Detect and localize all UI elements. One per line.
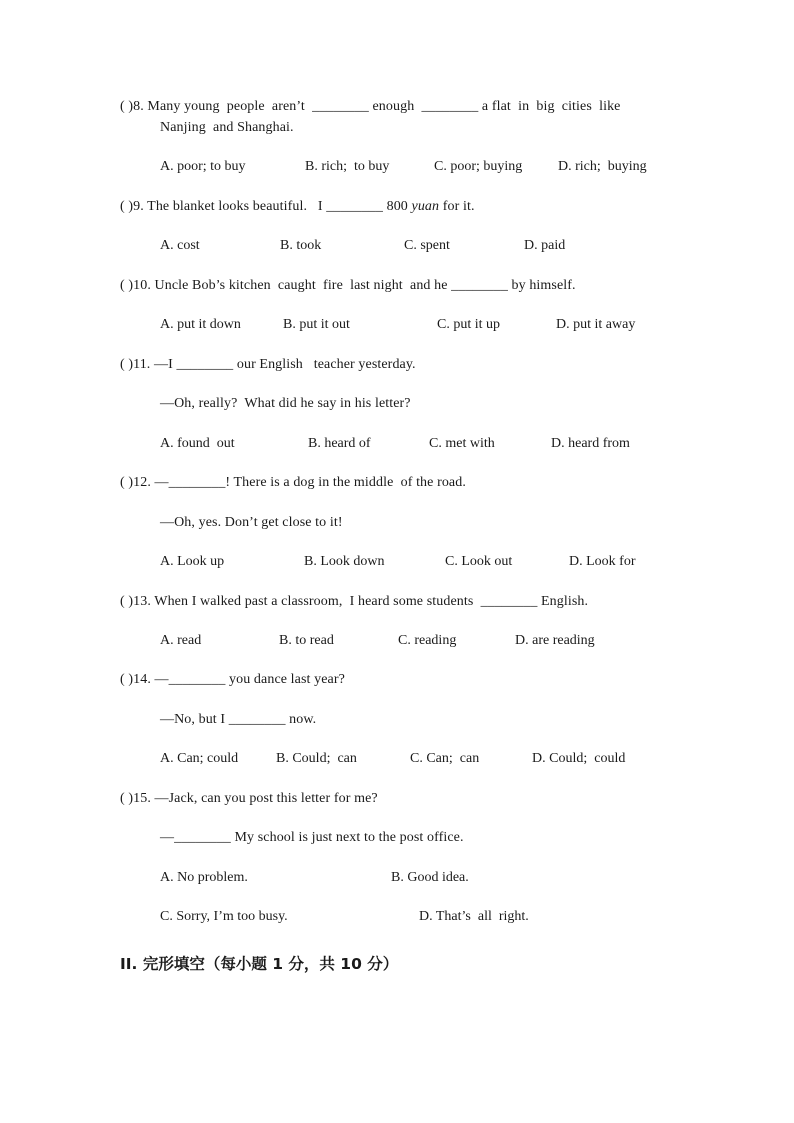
q8-option-a: A. poor; to buy bbox=[160, 159, 246, 174]
q14-option-c: C. Can; can bbox=[410, 751, 480, 766]
question-15-reply: —________ My school is just next to the post office. bbox=[160, 830, 464, 845]
q9-stem-before: ( )9. The blanket looks beautiful. I ________ 800 bbox=[120, 199, 412, 214]
question-11-stem: ( )11. —I ________ our English teacher yesterday. bbox=[120, 357, 416, 372]
q10-option-c: C. put it up bbox=[437, 317, 501, 332]
q13-option-b: B. to read bbox=[279, 633, 334, 648]
q15-option-b: B. Good idea. bbox=[391, 870, 469, 885]
question-12-stem: ( )12. —________! There is a dog in the middle of the road. bbox=[120, 475, 466, 490]
q13-option-a: A. read bbox=[160, 633, 202, 648]
q11-option-c: C. met with bbox=[429, 436, 495, 451]
q11-option-d: D. heard from bbox=[551, 436, 630, 451]
q10-option-d: D. put it away bbox=[556, 317, 636, 332]
q8-option-d: D. rich; buying bbox=[558, 159, 647, 174]
q10-option-b: B. put it out bbox=[283, 317, 350, 332]
q12-option-c: C. Look out bbox=[445, 554, 513, 569]
question-8-stem-continued: Nanjing and Shanghai. bbox=[160, 120, 294, 135]
q15-option-a: A. No problem. bbox=[160, 870, 248, 885]
q9-stem-after: for it. bbox=[439, 199, 475, 214]
q12-option-b: B. Look down bbox=[304, 554, 385, 569]
question-13-stem: ( )13. When I walked past a classroom, I heard some students ________ English. bbox=[120, 594, 589, 609]
question-12-reply: —Oh, yes. Don’t get close to it! bbox=[160, 515, 343, 530]
q9-option-a: A. cost bbox=[160, 238, 200, 253]
question-15-stem: ( )15. —Jack, can you post this letter for me? bbox=[120, 791, 378, 806]
q14-option-d: D. Could; could bbox=[532, 751, 626, 766]
question-10-stem: ( )10. Uncle Bob’s kitchen caught fire last night and he ________ by himself. bbox=[120, 278, 576, 293]
q9-option-d: D. paid bbox=[524, 238, 566, 253]
q9-option-b: B. took bbox=[280, 238, 322, 253]
q14-option-a: A. Can; could bbox=[160, 751, 239, 766]
q8-option-c: C. poor; buying bbox=[434, 159, 523, 174]
q11-option-b: B. heard of bbox=[308, 436, 371, 451]
question-8-stem: ( )8. Many young people aren’t ________ enough ________ a flat in big cities like bbox=[120, 99, 621, 114]
q12-option-a: A. Look up bbox=[160, 554, 225, 569]
q15-option-c: C. Sorry, I’m too busy. bbox=[160, 909, 288, 924]
question-11-reply: —Oh, really? What did he say in his letter? bbox=[160, 396, 411, 411]
q8-option-b: B. rich; to buy bbox=[305, 159, 390, 174]
question-14-stem: ( )14. —________ you dance last year? bbox=[120, 672, 345, 687]
q13-option-d: D. are reading bbox=[515, 633, 595, 648]
q9-option-c: C. spent bbox=[404, 238, 450, 253]
section-2-heading: II. 完形填空（每小题 1 分，共 10 分） bbox=[120, 955, 399, 973]
q13-option-c: C. reading bbox=[398, 633, 457, 648]
q15-option-d: D. That’s all right. bbox=[419, 909, 529, 924]
question-9-stem bbox=[120, 198, 475, 216]
q11-option-a: A. found out bbox=[160, 436, 235, 451]
q14-option-b: B. Could; can bbox=[276, 751, 357, 766]
q9-stem-italic: yuan bbox=[411, 199, 440, 214]
question-14-reply: —No, but I ________ now. bbox=[160, 712, 317, 727]
q10-option-a: A. put it down bbox=[160, 317, 241, 332]
q12-option-d: D. Look for bbox=[569, 554, 636, 569]
